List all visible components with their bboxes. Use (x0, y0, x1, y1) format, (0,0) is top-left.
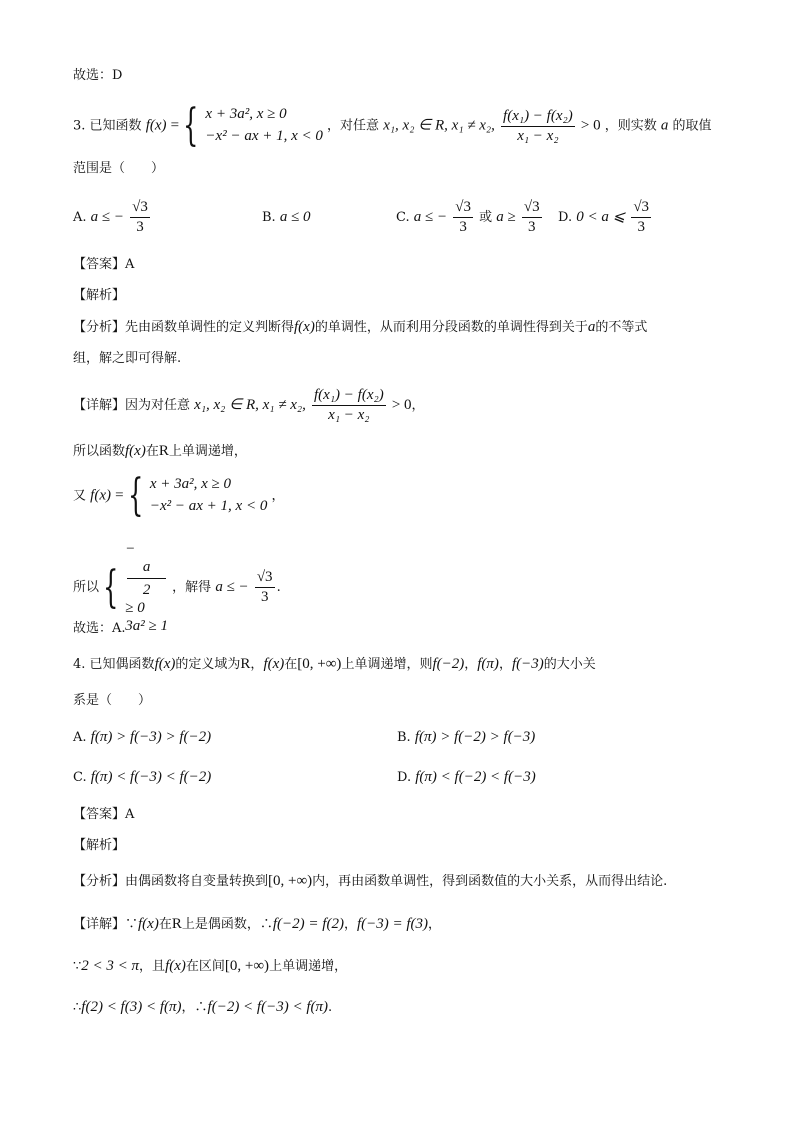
q3-frac-den: x₁ − x₂ (517, 127, 559, 144)
sqrt3: √3 (631, 200, 651, 218)
q3-option-b-label: B. (262, 210, 276, 225)
q3-option-a-label: A. (73, 210, 87, 225)
q4-interval: [0, +∞) (297, 656, 342, 672)
q4-detail-a: 【详解】∵ (73, 917, 139, 932)
q3-stem-b: ，对任意 (327, 118, 380, 134)
q4-option-c (73, 770, 211, 785)
q3-line3-fx: f(x) (90, 487, 111, 504)
q3-line2-a: 所以函数 (73, 444, 126, 459)
q4-l2-b: ，且 (139, 959, 166, 974)
q3-sys1-rel: ≥ 0 (125, 600, 145, 616)
q3-option-d-pre: 0 < a ⩽ (576, 209, 626, 225)
q4-fx: f(x) (154, 656, 176, 672)
q3-detail-cond: x₁, x₂ ∈ R, x₁ ≠ x₂, (194, 397, 306, 413)
q3-detail-3 (73, 470, 285, 521)
q4-answer: 【答案】A (73, 807, 135, 822)
q3-line4-end: . (276, 580, 281, 595)
q3-line3-end: ， (271, 488, 285, 504)
q4-stem (73, 657, 596, 672)
q4-detail-c: 上是偶函数，∴ (181, 917, 273, 932)
q3-line2-R: R (158, 443, 169, 459)
q3-line4-sys1: − a 2 ≥ 0 (125, 540, 168, 617)
q3-line2-c: 上单调递增， (168, 444, 247, 459)
q4-comma-2: ， (498, 657, 512, 672)
q3-option-c-frac1 (453, 200, 473, 235)
q4-l3-end: . (328, 1000, 333, 1015)
q3-option-d-frac (631, 200, 651, 235)
q3-detail-2 (73, 444, 247, 459)
q4-detail-1 (73, 917, 441, 932)
q3-analysis-d: 组，解之即可得解. (73, 351, 182, 366)
q3-analysis-fx: f(x) (294, 319, 315, 335)
q4-option-a-text: f(π) > f(−3) > f(−2) (90, 729, 212, 745)
sqrt3: √3 (453, 200, 473, 218)
three: 3 (637, 219, 645, 235)
three: 3 (136, 219, 144, 235)
q4-stem-b: 的定义域为 (175, 657, 241, 672)
q3-piecewise (205, 104, 322, 148)
q4-option-b-label: B. (397, 730, 411, 745)
q3-brace: { (183, 100, 199, 151)
q3-detail-end: ， (411, 398, 425, 413)
q3-answer: 【答案】A (73, 257, 135, 272)
q3-option-d-label: D. (558, 210, 573, 225)
q4-analysis-head: 【解析】 (73, 838, 126, 853)
q4-fm3: f(−3) (511, 656, 544, 672)
q3-option-b-text: a ≤ 0 (279, 209, 311, 225)
q4-stem-c: ， (250, 657, 264, 672)
q4-stem-e: 上单调递增，则 (341, 657, 433, 672)
q3-eq: = (170, 117, 180, 134)
q4-stem-f: 的大小关 (543, 657, 596, 672)
q3-stem-e: 范围是（ ） (73, 161, 165, 176)
q3-fx: f(x) (145, 117, 167, 134)
q4-option-b (397, 730, 535, 745)
q3-line2-b: 在 (145, 444, 159, 459)
q3-option-d (558, 200, 653, 235)
q3-line4-a: 所以 (73, 580, 100, 595)
prev-conclusion: 故选：D (73, 68, 123, 83)
q4-comma-1: ， (464, 657, 478, 672)
q3-stem (73, 100, 712, 151)
q4-detail-fx: f(x) (138, 916, 159, 932)
q4-stem-a: 已知偶函数 (89, 657, 155, 672)
q3-line3-piece2: −x² − ax + 1, x < 0 (149, 498, 268, 514)
q4-l2-d: 上单调递增， (269, 959, 348, 974)
q4-l2-interval: [0, +∞) (224, 958, 270, 974)
q4-number: 4. (73, 657, 86, 672)
q3-line4-system (125, 540, 168, 635)
q4-l3-b: ，∴ (181, 1000, 208, 1015)
q3-a: a (660, 117, 669, 134)
q3-option-a-frac (130, 200, 150, 235)
q4-l2-a: ∵ (73, 959, 82, 974)
q4-detail-eq2: f(−3) = f(3) (356, 916, 429, 932)
q4-analysis-b: 内，再由函数单调性，得到函数值的大小关系，从而得出结论. (312, 874, 668, 889)
q4-option-d-text: f(π) < f(−2) < f(−3) (415, 769, 536, 785)
q4-option-c-label: C. (73, 770, 87, 785)
q3-option-c-label: C. (396, 210, 410, 225)
q3-gt0: > 0 (580, 117, 601, 134)
q4-detail-2 (73, 959, 347, 974)
q4-option-d-label: D. (397, 770, 412, 785)
q4-detail-R: R (171, 916, 182, 932)
three: 3 (260, 589, 269, 605)
q3-option-c-mid: a ≥ (496, 209, 516, 225)
q3-option-c-or: 或 (479, 210, 493, 225)
q3-conclusion: 故选：A. (73, 621, 126, 636)
sqrt3: √3 (522, 200, 542, 218)
q3-option-b (262, 210, 311, 225)
q3-line4-brace: { (103, 561, 119, 613)
q3-detail-1 (73, 388, 425, 423)
q3-stem-d: 的取值 (672, 118, 712, 134)
q4-l2-ineq: 2 < 3 < π (81, 958, 140, 974)
q4-l3-ineq1: f(2) < f(3) < f(π) (81, 999, 182, 1015)
q3-option-a (73, 200, 152, 235)
q3-analysis-b: 的单调性，从而利用分段函数的单调性得到关于 (314, 320, 588, 335)
q3-line2-fx: f(x) (125, 443, 146, 459)
sqrt3: √3 (255, 570, 275, 588)
three: 3 (528, 219, 536, 235)
q3-stem-c: ，则实数 (604, 118, 657, 134)
q3-stem-a: 已知函数 (89, 118, 142, 134)
q4-option-a-label: A. (73, 730, 87, 745)
q3-detail-frac-den: x₁ − x₂ (328, 407, 370, 423)
q3-sys1-num: a (127, 558, 166, 579)
q4-detail-3 (73, 1000, 332, 1015)
q4-fpi: f(π) (477, 656, 499, 672)
q3-line4-frac (255, 570, 275, 605)
q4-detail-eq1: f(−2) = f(2) (272, 916, 344, 932)
q4-l3-a: ∴ (73, 1000, 82, 1015)
q3-analysis-head: 【解析】 (73, 288, 126, 303)
q4-fx-2: f(x) (263, 656, 285, 672)
q3-analysis-a-var: a (587, 319, 596, 335)
q4-analysis-interval: [0, +∞) (268, 873, 313, 889)
q3-number: 3. (73, 118, 86, 134)
q4-l2-c: 在区间 (185, 959, 225, 974)
q4-option-b-text: f(π) > f(−2) > f(−3) (414, 729, 536, 745)
three: 3 (459, 219, 467, 235)
q4-detail-e: ， (428, 917, 442, 932)
q3-frac-num: f(x₁) − f(x₂) (501, 109, 575, 127)
q3-line3-a: 又 (73, 488, 87, 504)
q3-option-c-frac2 (522, 200, 542, 235)
q3-fraction (501, 109, 575, 144)
q3-analysis-c: 的不等式 (595, 320, 648, 335)
q4-stem-d: 在 (284, 657, 298, 672)
q3-option-c-pre: a ≤ − (413, 209, 448, 225)
q4-option-c-text: f(π) < f(−3) < f(−2) (90, 769, 212, 785)
q4-analysis-a: 【分析】由偶函数将自变量转换到 (73, 874, 269, 889)
q4-detail-b: 在 (158, 917, 172, 932)
q4-analysis (73, 874, 667, 889)
q3-line4-sys2: 3a² ≥ 1 (125, 618, 169, 634)
q3-piece2: −x² − ax + 1, x < 0 (205, 128, 323, 144)
q3-detail-frac (312, 388, 386, 423)
q4-R: R (240, 656, 251, 672)
q3-detail-frac-num: f(x₁) − f(x₂) (312, 388, 386, 406)
q3-cond: x₁, x₂ ∈ R, x₁ ≠ x₂, (383, 117, 495, 134)
q4-l2-fx: f(x) (165, 958, 186, 974)
q3-line3-piecewise (150, 474, 267, 518)
q3-line3-brace: { (127, 470, 144, 521)
q4-option-a (73, 730, 211, 745)
q3-piece1: x + 3a², x ≥ 0 (205, 106, 287, 123)
q4-detail-d: ， (343, 917, 357, 932)
q4-option-d (397, 770, 536, 785)
q4-fm2: f(−2) (432, 656, 465, 672)
q3-analysis (73, 320, 647, 335)
q3-detail-gt0: > 0 (391, 397, 412, 413)
q3-analysis-a: 【分析】先由函数单调性的定义判断得 (73, 320, 295, 335)
q3-detail-a: 【详解】因为对任意 (73, 398, 191, 413)
q3-line4-res: a ≤ − (215, 579, 249, 595)
q3-option-c (396, 200, 544, 235)
q3-line3-piece1: x + 3a², x ≥ 0 (149, 476, 232, 493)
q3-option-a-pre: a ≤ − (90, 209, 125, 225)
sqrt3: √3 (130, 200, 150, 218)
q3-line3-eq: = (115, 487, 124, 504)
q3-sys1-den: 2 (142, 582, 151, 598)
q3-line4-b: ，解得 (172, 580, 212, 595)
q4-stem-g: 系是（ ） (73, 693, 152, 708)
q4-l3-ineq2: f(−2) < f(−3) < f(π) (207, 999, 329, 1015)
